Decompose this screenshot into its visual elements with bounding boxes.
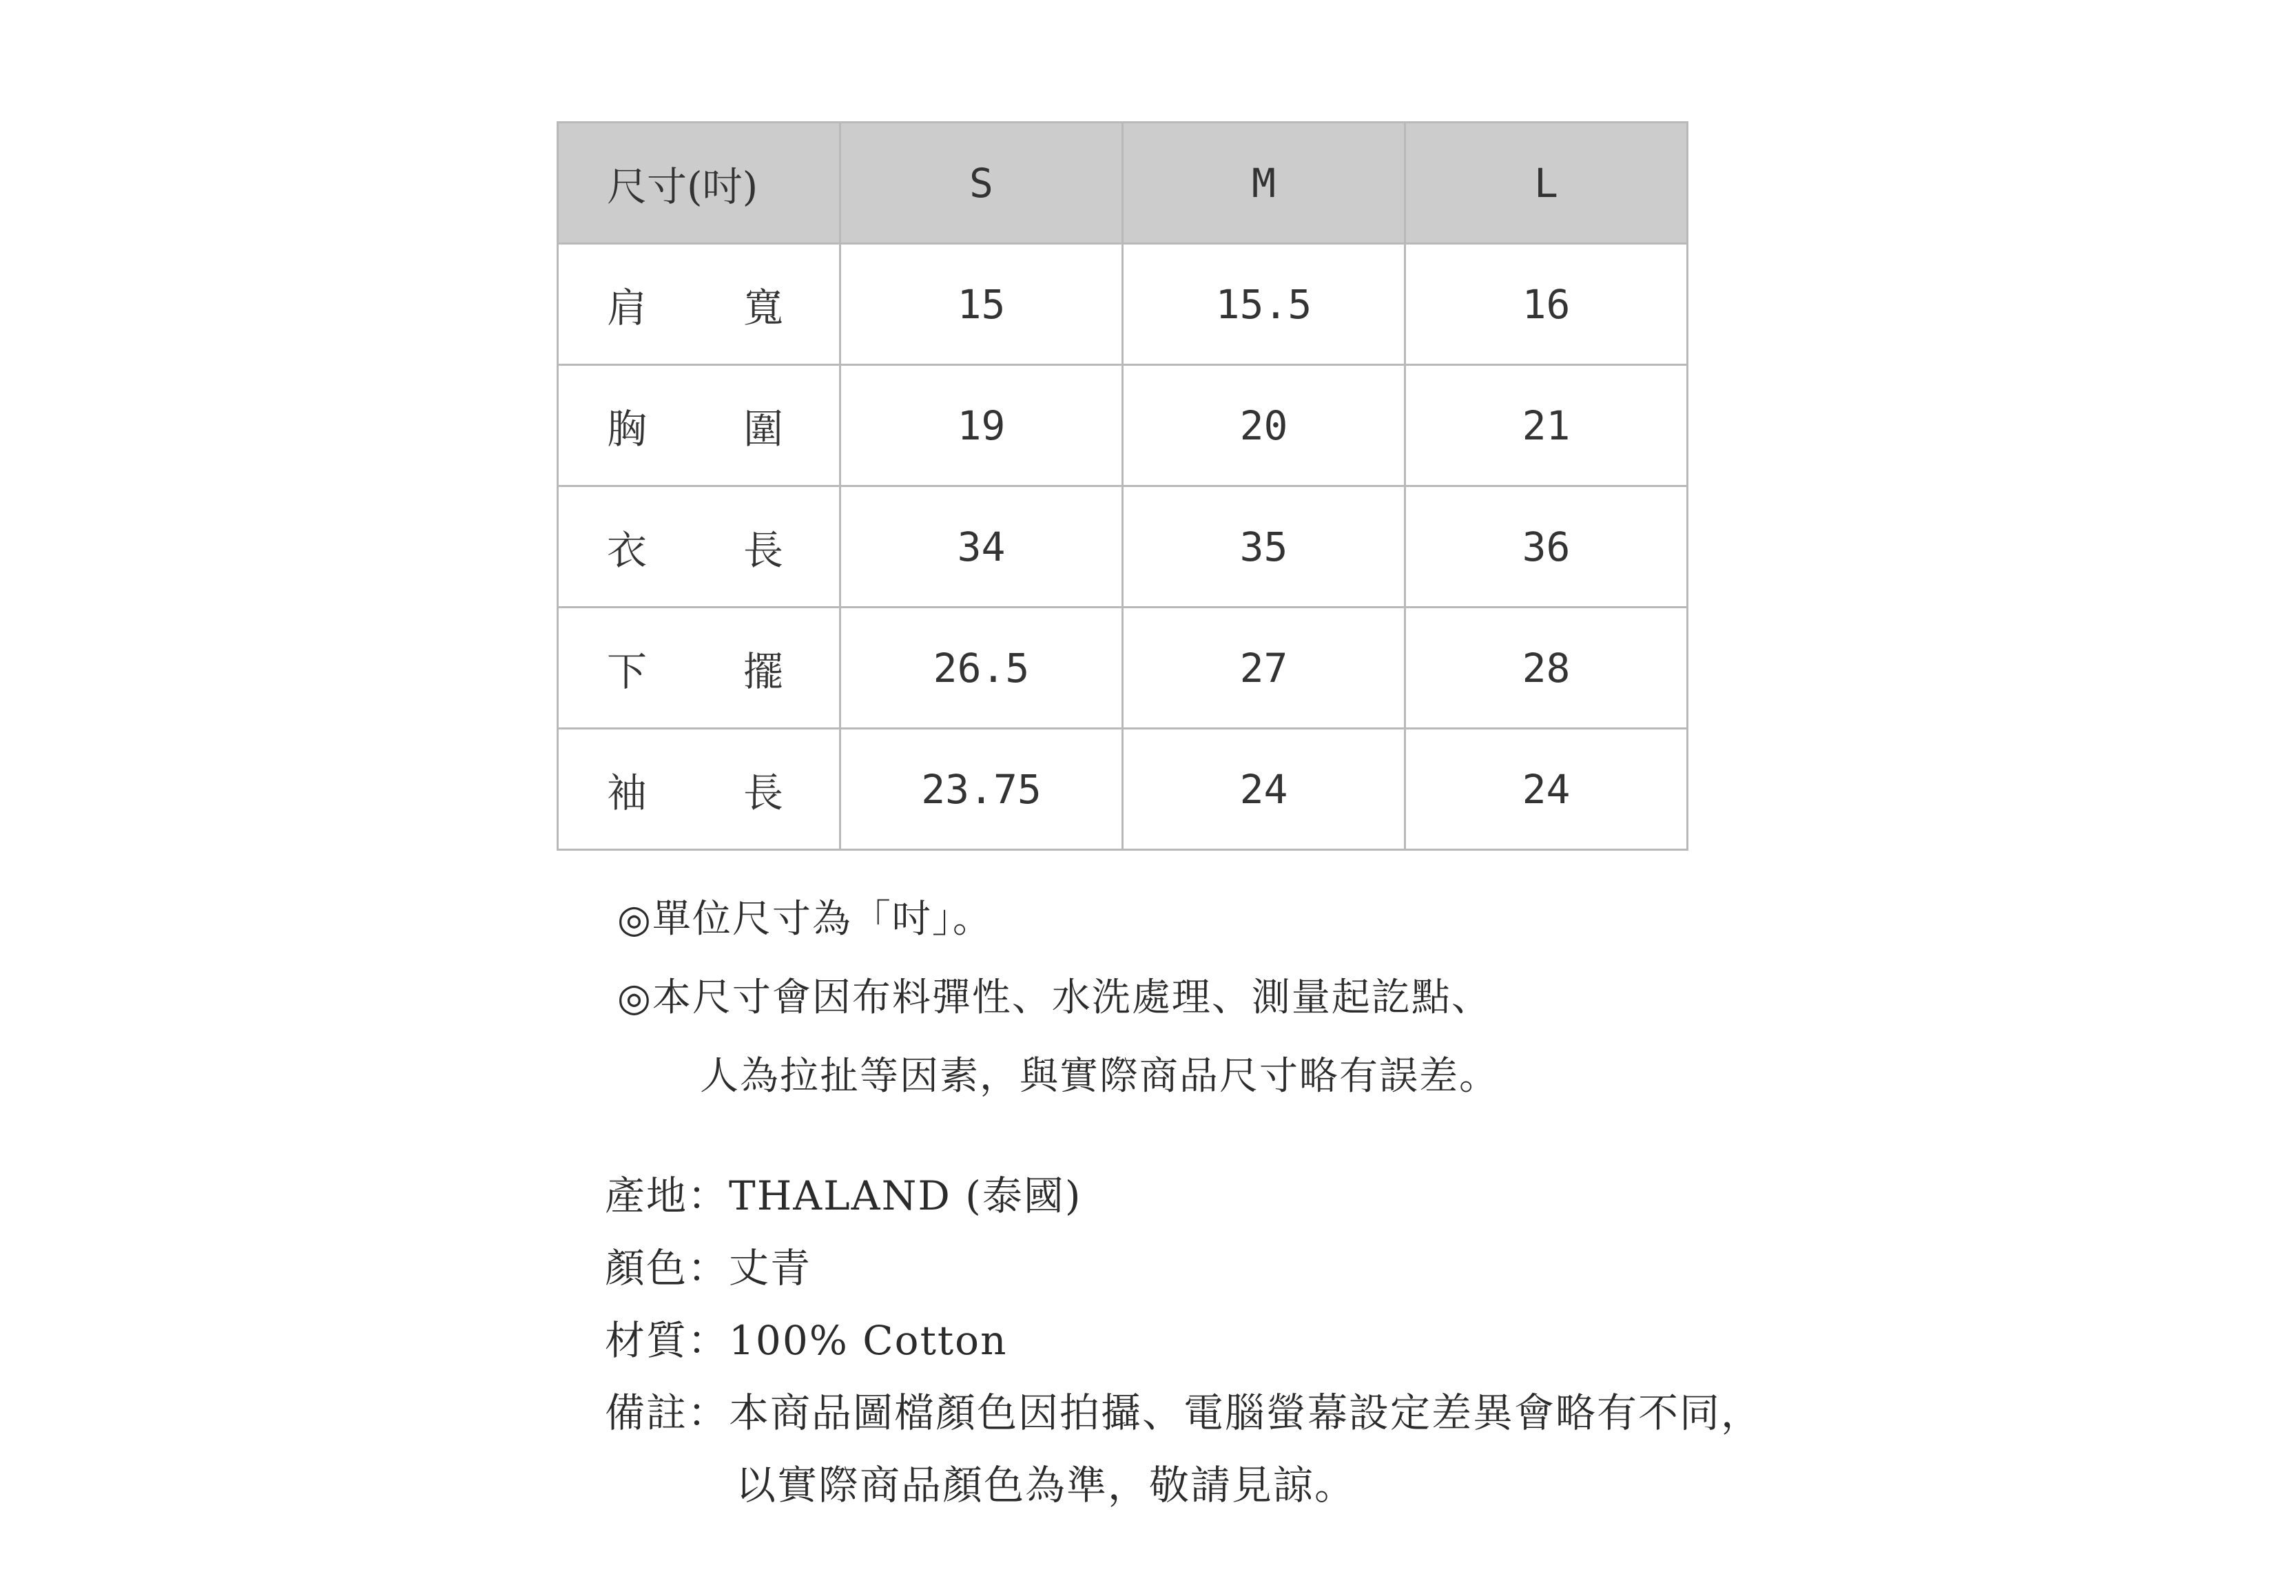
table-cell: 24 bbox=[1123, 729, 1405, 850]
table-row-hem bbox=[558, 608, 1688, 729]
table-cell: 36 bbox=[1405, 486, 1688, 608]
row-label-char: 圍 bbox=[743, 405, 783, 453]
table-cell: 34 bbox=[840, 486, 1123, 608]
row-label-char: 寬 bbox=[743, 284, 783, 331]
row-label bbox=[558, 608, 840, 729]
table-cell: 23.75 bbox=[840, 729, 1123, 850]
row-label bbox=[558, 486, 840, 608]
table-cell: 15.5 bbox=[1123, 244, 1405, 365]
table-row-sleeve bbox=[558, 729, 1688, 850]
table-cell: 24 bbox=[1405, 729, 1688, 850]
info-color bbox=[605, 1245, 812, 1292]
header-cell-m: M bbox=[1123, 123, 1405, 244]
info-material bbox=[605, 1317, 1008, 1364]
table-cell: 20 bbox=[1123, 365, 1405, 486]
note-variance: ◎本尺寸會因布料彈性、水洗處理、測量起訖點、 bbox=[617, 975, 1491, 1020]
info-material-label: 材質： bbox=[605, 1317, 730, 1364]
table-cell: 26.5 bbox=[840, 608, 1123, 729]
table-row-length bbox=[558, 486, 1688, 608]
row-label-char: 長 bbox=[743, 769, 783, 816]
header-cell-size-unit: 尺寸(吋) bbox=[558, 123, 840, 244]
table-row-shoulder bbox=[558, 244, 1688, 365]
table-cell: 21 bbox=[1405, 365, 1688, 486]
note-variance-cont: 人為拉扯等因素，與實際商品尺寸略有誤差。 bbox=[700, 1054, 1499, 1099]
table-cell: 16 bbox=[1405, 244, 1688, 365]
info-origin-label: 產地： bbox=[605, 1172, 730, 1219]
table-cell: 15 bbox=[840, 244, 1123, 365]
row-label bbox=[558, 365, 840, 486]
row-label-char: 胸 bbox=[607, 405, 648, 453]
info-material-value: 100% Cotton bbox=[729, 1317, 1008, 1364]
table-cell: 19 bbox=[840, 365, 1123, 486]
table-header-row bbox=[558, 123, 1688, 244]
info-remark-cont: 以實際商品顏色為準，敬請見諒。 bbox=[736, 1462, 1356, 1509]
info-remark-label: 備註： bbox=[605, 1389, 730, 1436]
table-cell: 28 bbox=[1405, 608, 1688, 729]
info-remark bbox=[605, 1389, 1763, 1436]
header-cell-s: S bbox=[840, 123, 1123, 244]
row-label bbox=[558, 244, 840, 365]
info-origin-value: THALAND (泰國) bbox=[729, 1172, 1082, 1219]
row-label-char: 下 bbox=[607, 647, 648, 695]
table-cell: 35 bbox=[1123, 486, 1405, 608]
size-table bbox=[557, 121, 1688, 851]
note-unit: ◎單位尺寸為「吋」。 bbox=[617, 897, 993, 942]
info-origin bbox=[605, 1172, 1082, 1219]
row-label bbox=[558, 729, 840, 850]
info-remark-line1: 本商品圖檔顏色因拍攝、電腦螢幕設定差異會略有不同， bbox=[729, 1389, 1763, 1436]
info-color-value: 丈青 bbox=[729, 1245, 812, 1292]
table-cell: 27 bbox=[1123, 608, 1405, 729]
row-label-char: 長 bbox=[743, 526, 783, 574]
header-cell-l: L bbox=[1405, 123, 1688, 244]
table-row-chest bbox=[558, 365, 1688, 486]
row-label-char: 擺 bbox=[743, 647, 783, 695]
row-label-char: 衣 bbox=[607, 526, 648, 574]
info-color-label: 顏色： bbox=[605, 1245, 730, 1292]
row-label-char: 肩 bbox=[607, 284, 648, 331]
row-label-char: 袖 bbox=[607, 769, 648, 816]
